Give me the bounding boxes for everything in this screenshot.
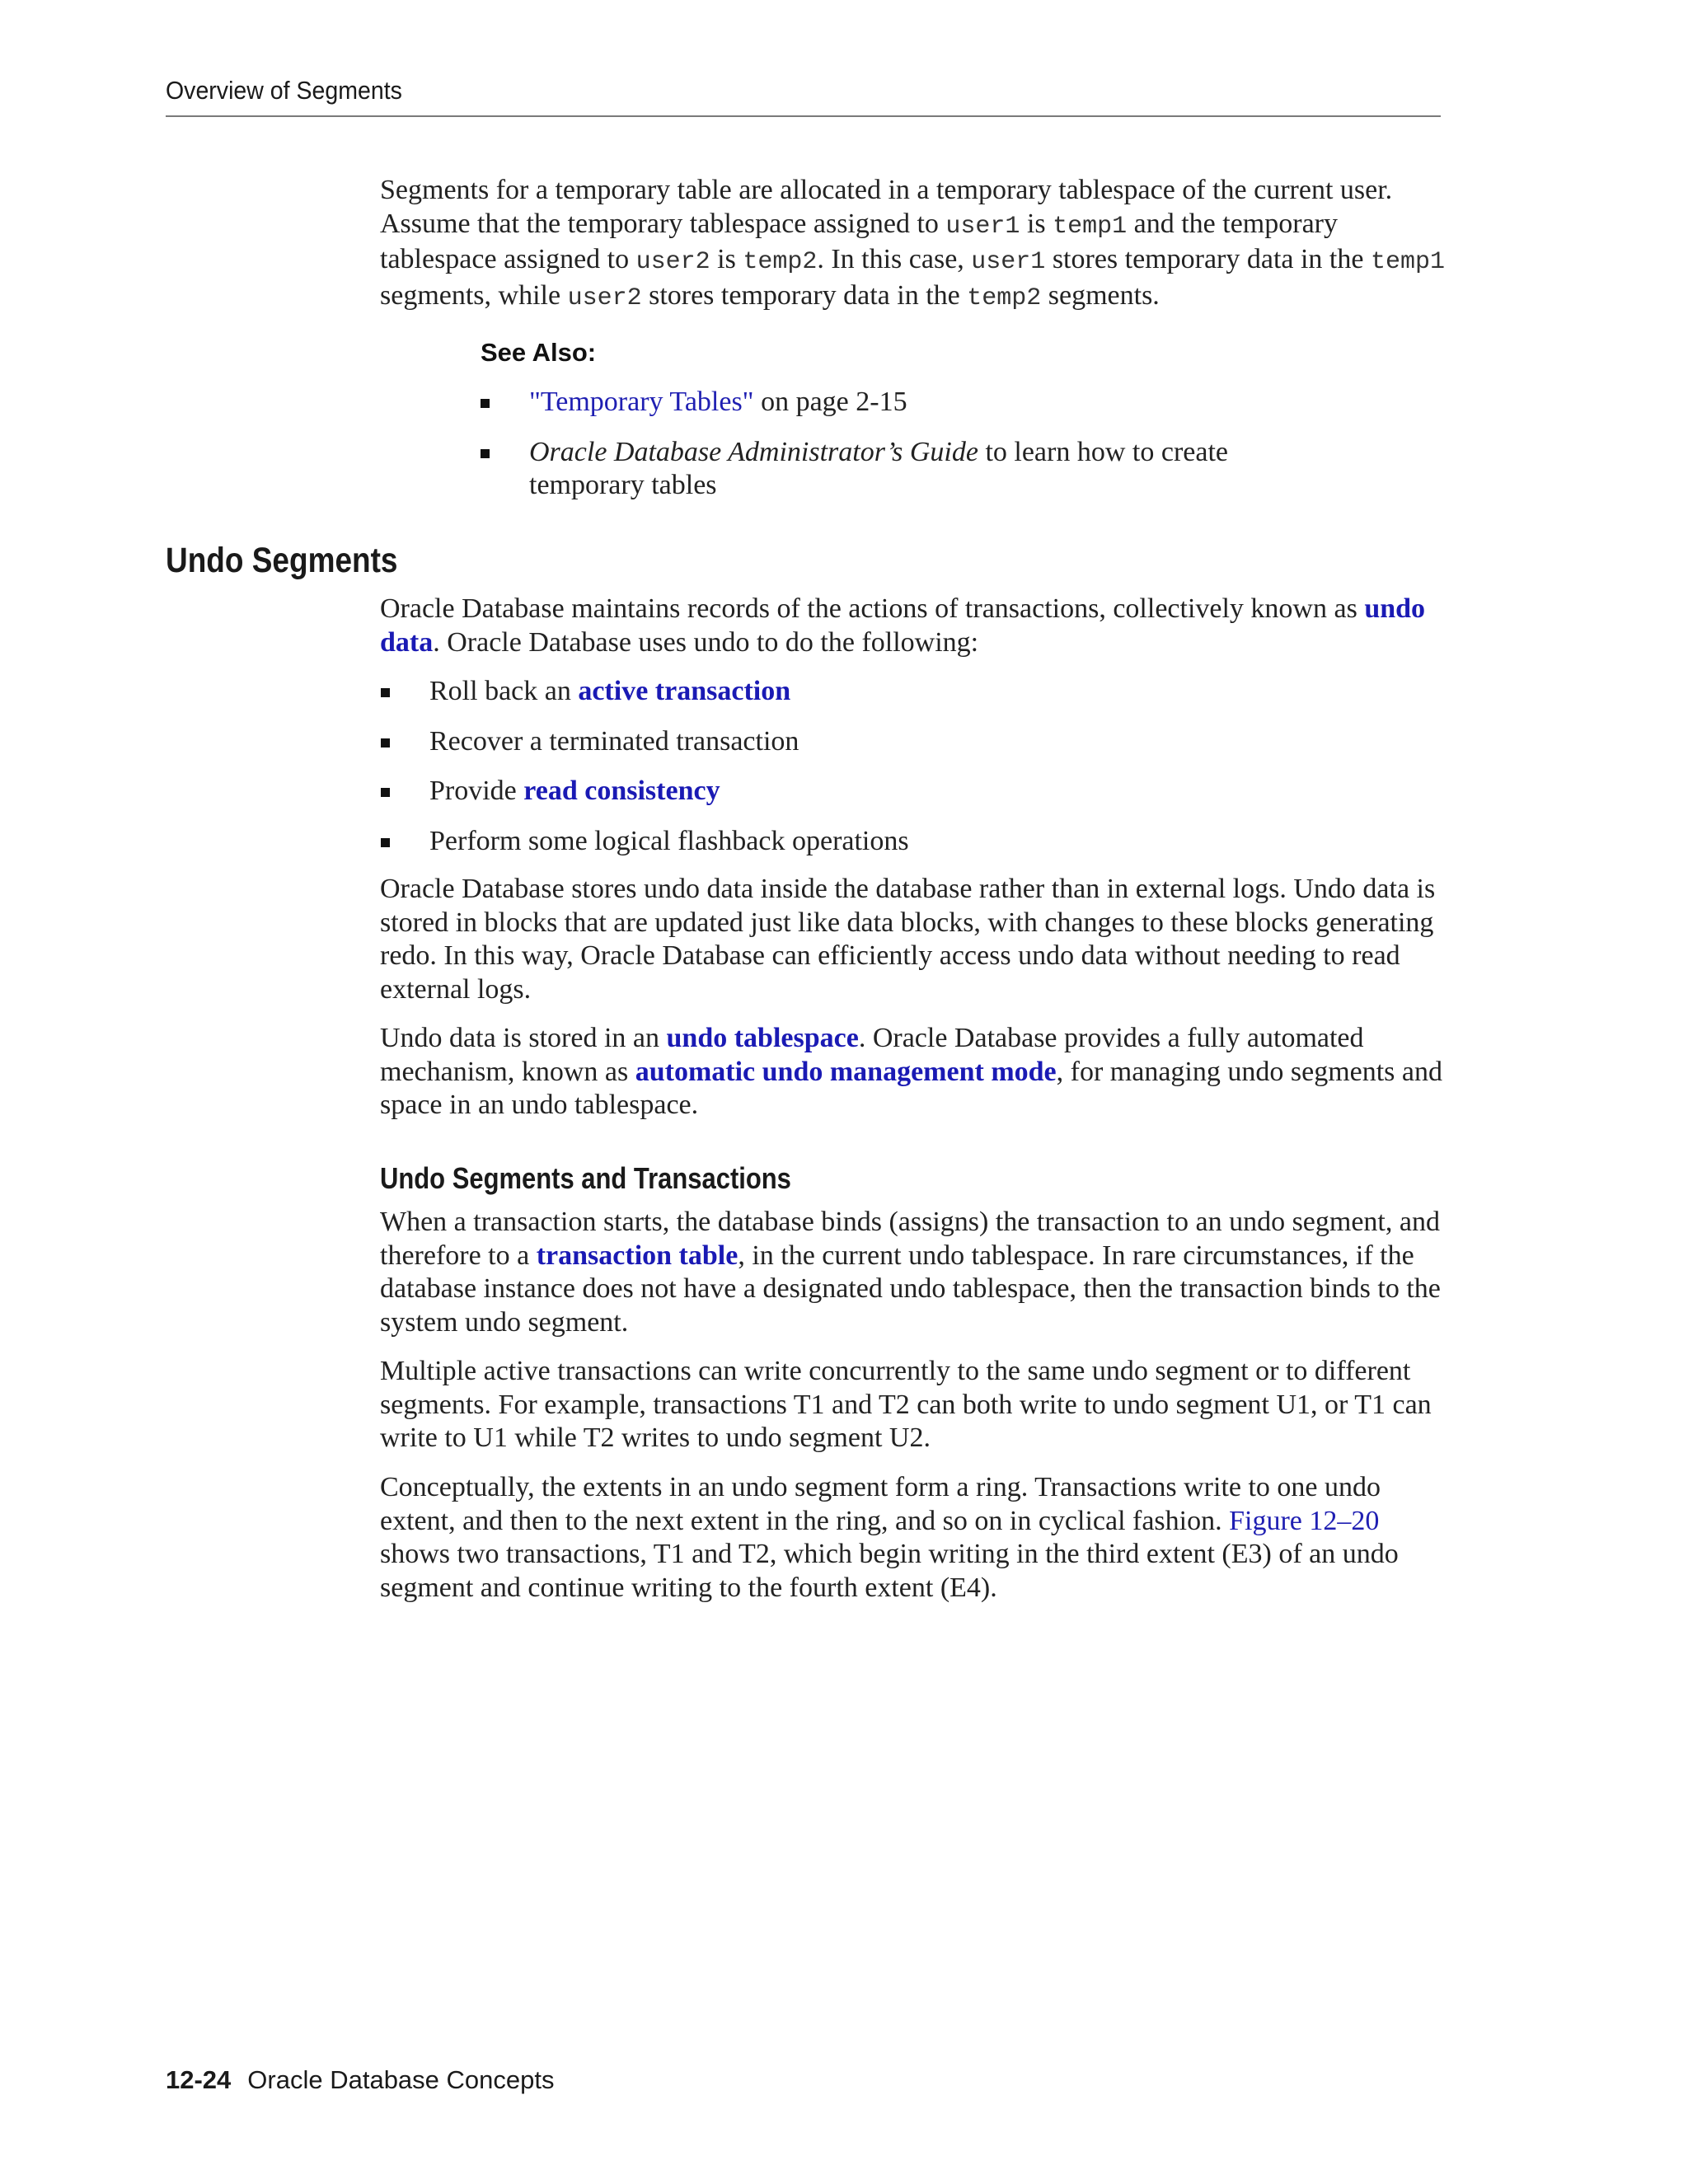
list-item [429,725,1418,759]
text-run: is [710,244,743,274]
text-run: and the temporary tablespace assigned to [380,208,1338,274]
code-user1: user1 [971,248,1046,276]
subsection-heading-undo-transactions: Undo Segments and Transactions [380,1161,791,1195]
code-temp2: temp2 [967,284,1042,312]
code-temp1: temp1 [1370,248,1445,276]
list-item [429,825,1418,859]
code-temp2: temp2 [743,248,818,276]
extent-ring-paragraph [380,1471,1451,1605]
transaction-table-link[interactable]: transaction table [536,1240,738,1271]
book-title-italic: Oracle Database Administrator’s Guide [529,436,978,467]
text-run: , for managing undo segments and space in an undo tablespace. [380,1056,1443,1120]
undo-intro-paragraph [380,593,1451,659]
text-run: Recover a terminated transaction [429,725,799,757]
see-also-list [529,386,1353,503]
read-consistency-link[interactable]: read consistency [523,776,720,806]
bullet-icon [381,738,390,748]
text-run: segments. [1041,279,1160,311]
undo-tablespace-paragraph [380,1022,1451,1122]
text-run: Perform some logical flashback operations [429,825,909,856]
bullet-icon [381,688,390,697]
text-run: Segments for a temporary table are allocated in a temporary tablespace of the current user. Assume that the temporary tablespace assigned to [380,175,1393,239]
bullet-icon [381,788,390,797]
undo-uses-list [429,675,1418,858]
text-run: Provide [429,776,524,806]
text-run: to learn how to create temporary tables [529,436,1228,500]
text-run: segments, while [380,279,568,311]
text-run: shows two transactions, T1 and T2, which begin writing in the third extent (E3) of an undo segment and continue writing to the fourth extent (E4). [380,1539,1399,1603]
text-run: stores temporary data in the [641,279,968,311]
automatic-undo-management-link[interactable]: automatic undo management mode [635,1056,1057,1087]
transaction-binding-paragraph [380,1206,1451,1339]
temp-table-paragraph [380,174,1451,315]
active-transaction-link[interactable]: active transaction [578,676,791,706]
running-header [166,74,1441,117]
text-run: Undo data is stored in an [380,1023,667,1053]
temporary-tables-link[interactable]: "Temporary Tables" [529,387,754,417]
text-run: stores temporary data in the [1045,244,1371,274]
undo-storage-paragraph [380,873,1451,1006]
code-user2: user2 [567,284,642,312]
figure-12-20-link[interactable]: Figure 12–20 [1229,1505,1380,1536]
code-user2: user2 [635,248,710,276]
paragraph-text: Oracle Database stores undo data inside the database rather than in external logs. Undo data is stored in blocks that are updated just like data blocks, with changes to these blocks generating redo. In this way, Oracle Database can efficiently access undo data without needing to read external logs. [380,874,1436,1005]
bullet-icon [481,399,490,408]
text-run: . Oracle Database uses undo to do the following: [433,626,979,658]
undo-data-link[interactable]: undo data [380,593,1426,658]
text-run: Conceptually, the extents in an undo segment form a ring. Transactions write to one undo extent, and then to the next extent in the ring, and so on in cyclical fashion. [380,1472,1381,1536]
text-run: on page 2-15 [753,387,907,417]
text-run: . Oracle Database provides a fully automated mechanism, known as [380,1023,1364,1087]
concurrent-writes-paragraph [380,1355,1451,1455]
text-run: . In this case, [817,244,972,274]
bullet-icon [381,838,390,847]
page-number: 12-24 [166,2065,232,2094]
text-run: When a transaction starts, the database binds (assigns) the transaction to an undo segment, and therefore to a [380,1207,1440,1271]
text-run: Roll back an [429,676,579,706]
bullet-icon [481,449,490,458]
book-title: Oracle Database Concepts [247,2065,555,2094]
text-run: Oracle Database maintains records of the actions of transactions, collectively known as [380,593,1365,624]
code-temp1: temp1 [1053,212,1128,241]
header-title: Overview of Segments [166,76,402,105]
list-item [429,775,1418,808]
list-item [529,436,1287,503]
text-run: , in the current undo tablespace. In rare circumstances, if the database instance does not have a designated undo tablespace, then the transaction binds to the system undo segment. [380,1240,1441,1338]
text-run: is [1020,208,1053,239]
page-footer [166,2064,555,2097]
paragraph-text: Multiple active transactions can write concurrently to the same undo segment or to different segments. For example, transactions T1 and T2 can both write to undo segment U1, or T1 can write to U1 while T2 writes to undo segment U2. [380,1356,1432,1453]
code-user1: user1 [945,212,1020,241]
see-also-heading: See Also: [481,338,597,367]
list-item [529,386,1353,419]
section-heading-undo-segments: Undo Segments [166,541,398,580]
list-item [429,675,1418,709]
undo-tablespace-link[interactable]: undo tablespace [666,1023,859,1053]
